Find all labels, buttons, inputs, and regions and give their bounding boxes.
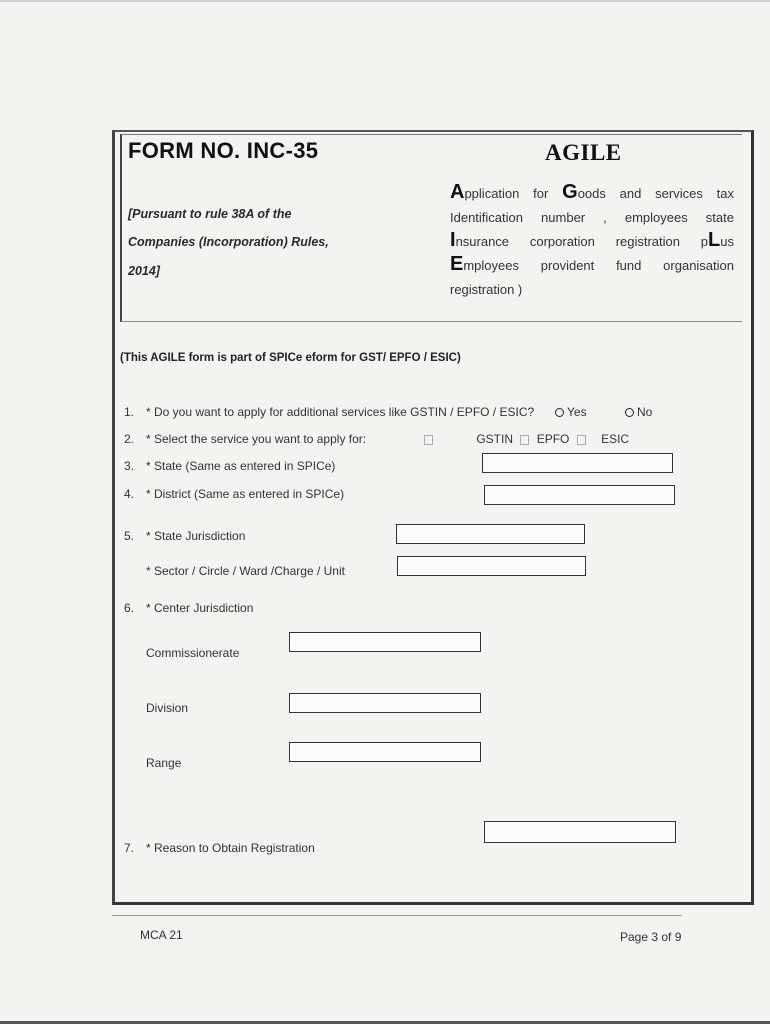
q5b-label: * Sector / Circle / Ward /Charge / Unit — [146, 564, 345, 578]
footer-page-number: Page 3 of 9 — [620, 930, 682, 944]
desc-word: for — [533, 186, 549, 201]
q1-no-label: No — [637, 405, 653, 419]
agile-description — [450, 180, 734, 300]
pursuant-line-2: Companies (Incorporation) Rules, — [128, 235, 329, 249]
q2-number: 2. — [124, 432, 135, 446]
desc-word: number — [541, 210, 586, 225]
desc-word: Application — [450, 181, 520, 203]
agile-desc-line-3 — [450, 228, 734, 252]
desc-word: state — [705, 210, 734, 225]
q1-number: 1. — [124, 405, 135, 419]
radio-icon — [625, 408, 634, 417]
q4-label: * District (Same as entered in SPICe) — [146, 487, 345, 501]
desc-word: pLus — [700, 229, 734, 251]
state-input[interactable] — [482, 453, 673, 473]
form-number-title: FORM NO. INC-35 — [128, 138, 319, 163]
agile-desc-line-1 — [450, 180, 734, 204]
district-input[interactable] — [484, 485, 675, 505]
desc-word: provident — [540, 258, 595, 273]
agile-title: AGILE — [545, 140, 622, 165]
agile-desc-line-4 — [450, 252, 734, 276]
q2-label: * Select the service you want to apply for: — [146, 432, 367, 446]
epfo-checkbox[interactable] — [520, 435, 529, 445]
q1-yes-label: Yes — [567, 405, 587, 419]
q7-label: * Reason to Obtain Registration — [146, 841, 315, 855]
division-input[interactable] — [289, 693, 481, 713]
q3-number: 3. — [124, 459, 135, 473]
footer-mca: MCA 21 — [140, 928, 183, 942]
range-label: Range — [146, 756, 182, 770]
desc-word: registration ) — [450, 282, 523, 297]
sector-input[interactable] — [397, 556, 586, 576]
state-jurisdiction-input[interactable] — [396, 524, 585, 544]
desc-word: fund — [616, 258, 642, 273]
q3-label: * State (Same as entered in SPICe) — [146, 459, 336, 473]
q1-no-radio[interactable] — [625, 405, 652, 419]
agile-desc-line-5 — [450, 276, 734, 300]
desc-word: Goods — [562, 181, 606, 203]
gstin-checkbox[interactable] — [424, 435, 433, 445]
commissionerate-label: Commissionerate — [146, 646, 240, 660]
q2-options — [420, 432, 629, 446]
pursuant-line-1: [Pursuant to rule 38A of the — [128, 207, 292, 221]
division-label: Division — [146, 701, 189, 715]
desc-word: services — [655, 186, 703, 201]
desc-word: and — [619, 186, 642, 201]
agile-desc-line-2 — [450, 204, 734, 228]
form-note: (This AGILE form is part of SPICe eform for GST/ EPFO / ESIC) — [120, 352, 461, 364]
desc-word: corporation — [529, 234, 595, 249]
pursuant-line-3: 2014] — [128, 264, 160, 278]
reason-input[interactable] — [484, 821, 676, 843]
desc-word: tax — [716, 186, 734, 201]
q1-label: * Do you want to apply for additional services like GSTIN / EPFO / ESIC? — [146, 405, 535, 419]
q1-yes-radio[interactable] — [555, 405, 587, 419]
desc-word: Identification — [450, 210, 523, 225]
esic-label: ESIC — [601, 432, 630, 446]
scan-edge-top — [0, 0, 770, 2]
desc-word: organisation — [663, 258, 734, 273]
range-input[interactable] — [289, 742, 481, 762]
q7-number: 7. — [124, 841, 135, 855]
commissionerate-input[interactable] — [289, 632, 481, 652]
esic-checkbox[interactable] — [577, 435, 586, 445]
desc-word: employees — [624, 210, 688, 225]
radio-icon — [555, 408, 564, 417]
desc-word: Insurance — [450, 229, 510, 251]
epfo-label: EPFO — [536, 432, 570, 446]
q4-number: 4. — [124, 487, 135, 501]
q6-number: 6. — [124, 601, 135, 615]
q5-number: 5. — [124, 529, 135, 543]
gstin-label: GSTIN — [476, 432, 514, 446]
q5-label: * State Jurisdiction — [146, 529, 246, 543]
desc-word: , — [603, 210, 607, 225]
q6-label: * Center Jurisdiction — [146, 601, 254, 615]
desc-word: registration — [615, 234, 680, 249]
desc-word: Employees — [450, 253, 519, 275]
footer-divider — [112, 915, 682, 916]
